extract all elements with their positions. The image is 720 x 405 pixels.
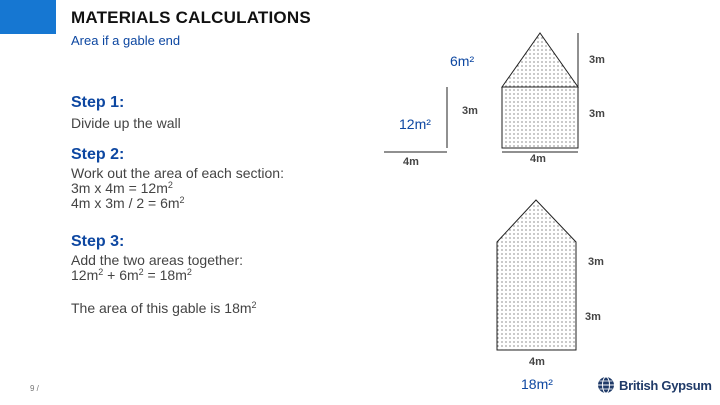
step-3-line-2: $12m^2 + 6m^2 = 18m^2$ xyxy=(71,267,192,283)
step-2-heading: Step 2: xyxy=(71,146,125,163)
bottom-width-label: 4m xyxy=(529,356,545,368)
step-1-heading: Step 1: xyxy=(71,94,125,111)
top-roof-triangle xyxy=(502,33,578,87)
bottom-wall-height-label: 3m xyxy=(585,311,601,323)
wall-area-label: 12m² xyxy=(399,116,431,132)
step-2-line-3: 4m x $3m / 2 = 6m^2$ xyxy=(71,195,185,211)
page-number: 9 / xyxy=(30,384,39,393)
step-2-line-2: 3m x $4m = 12m^2$ xyxy=(71,180,173,196)
wall-height-label-right: 3m xyxy=(589,108,605,120)
step-3-heading: Step 3: xyxy=(71,233,125,250)
width-label-left: 4m xyxy=(403,156,419,168)
step-2-line-1: Work out the area of each section: xyxy=(71,165,284,181)
globe-icon xyxy=(597,376,615,394)
top-wall-rectangle xyxy=(502,87,578,148)
british-gypsum-logo xyxy=(597,376,712,394)
conclusion-text: The area of this gable is $18m^2$ xyxy=(71,300,257,316)
width-label-bottom: 4m xyxy=(530,153,546,165)
page-subtitle: Area if a gable end xyxy=(71,33,181,48)
step-3-line-1: Add the two areas together: xyxy=(71,252,243,268)
bottom-gable-shape xyxy=(497,200,576,350)
wall-height-label-left: 3m xyxy=(462,105,478,117)
page-title: MATERIALS CALCULATIONS xyxy=(71,8,311,27)
logo-text: British Gypsum xyxy=(619,377,712,393)
step-1-line: Divide up the wall xyxy=(71,115,181,131)
total-area-label: 18m² xyxy=(521,376,553,392)
roof-area-label: 6m² xyxy=(450,53,475,69)
roof-height-label: 3m xyxy=(589,54,605,66)
bottom-roof-height-label: 3m xyxy=(588,256,604,268)
